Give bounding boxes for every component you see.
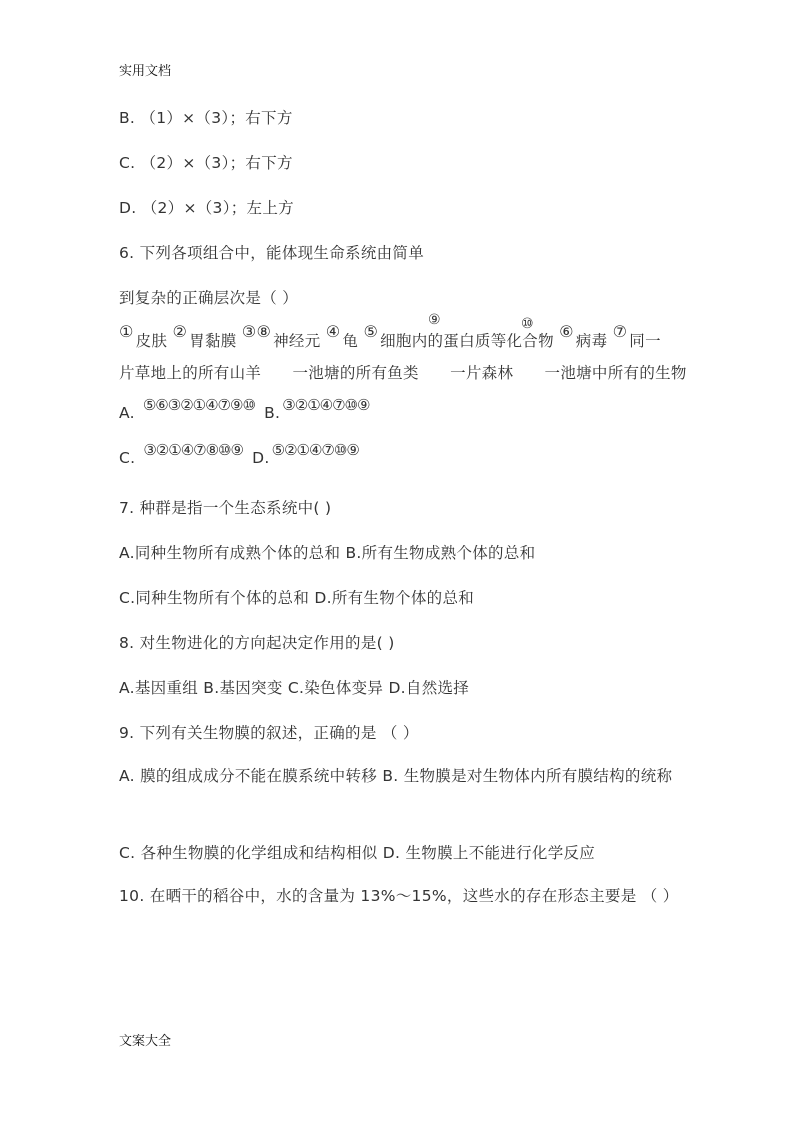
q6-option-row-2	[119, 441, 359, 467]
q6-item-number: ⑨	[428, 312, 441, 328]
q6-item-number: ⑤	[363, 322, 379, 341]
q9-options-line-1: A. 膜的组成成分不能在膜系统中转移 B. 生物膜是对生物体内所有膜结构的统称	[119, 767, 673, 785]
q10-stem: 10. 在晒干的稻谷中，水的含量为 13%～15%，这些水的存在形态主要是 （ ）	[119, 887, 679, 905]
q6-item-text: 一池塘中所有的生物	[544, 364, 687, 382]
q6-item-number: ①	[119, 322, 134, 341]
q6-item-number: ⑥	[559, 322, 574, 341]
q6-item	[119, 322, 168, 350]
q6-option-d-label: D.	[252, 449, 270, 467]
q6-option-a-sequence: ⑤⑥③②①④⑦⑨⑩	[142, 396, 255, 414]
q6-item-text: 细胞内的蛋白质等化合物	[380, 332, 554, 350]
q6-item-text: 一片森林	[450, 364, 514, 382]
q6-option-d-sequence: ⑤②①④⑦⑩⑨	[271, 441, 359, 459]
q5-option-d: D. （2）×（3）；左上方	[119, 199, 294, 217]
page-header: 实用文档	[119, 64, 172, 79]
q6-item-text: 同一	[629, 332, 661, 350]
q7-stem: 7. 种群是指一个生态系统中( )	[119, 499, 332, 517]
q6-option-row-1	[119, 396, 370, 422]
q5-option-b: B. （1）×（3）；右下方	[119, 109, 293, 127]
q8-stem: 8. 对生物进化的方向起决定作用的是( )	[119, 634, 395, 652]
q6-item-text: 病毒	[575, 332, 608, 350]
q6-item-number: ②	[172, 322, 188, 341]
q6-item	[559, 322, 608, 350]
q6-item-number: ⑩	[521, 316, 534, 332]
q6-stem-line-1: 6. 下列各项组合中，能体现生命系统由简单	[119, 244, 425, 262]
q5-option-c: C. （2）×（3）；右下方	[119, 154, 293, 172]
q7-options-line-1: A.同种生物所有成熟个体的总和 B.所有生物成熟个体的总和	[119, 544, 536, 562]
q8-options: A.基因重组 B.基因突变 C.染色体变异 D.自然选择	[119, 679, 470, 697]
page-footer: 文案大全	[119, 1034, 172, 1049]
q6-item-text: 皮肤	[135, 332, 168, 350]
q6-item-text: 胃黏膜	[189, 332, 237, 350]
q6-item-list-line-2	[119, 361, 687, 383]
q7-options-line-2: C.同种生物所有个体的总和 D.所有生物个体的总和	[119, 589, 475, 607]
q6-option-a-label: A.	[119, 404, 135, 422]
q6-item-text: 片草地上的所有山羊	[119, 364, 262, 382]
q6-item-text: 一池塘的所有鱼类	[292, 364, 419, 382]
q6-item-number: ③⑧	[241, 322, 272, 341]
q6-option-b-label: B.	[264, 404, 281, 422]
q6-item-number: ④	[325, 322, 341, 341]
q6-item	[325, 322, 359, 350]
q6-item	[612, 322, 661, 350]
q6-stem-line-2: 到复杂的正确层次是（ ）	[119, 289, 299, 307]
q6-item-number: ⑦	[612, 322, 628, 341]
q9-options-line-2: C. 各种生物膜的化学组成和结构相似 D. 生物膜上不能进行化学反应	[119, 844, 596, 862]
q6-option-b-sequence: ③②①④⑦⑩⑨	[282, 396, 370, 414]
q6-item-text: 龟	[342, 332, 359, 350]
q9-stem: 9. 下列有关生物膜的叙述，正确的是 （ ）	[119, 724, 419, 742]
q6-item	[241, 322, 321, 350]
q6-option-c-label: C.	[119, 449, 136, 467]
q6-item	[172, 322, 237, 350]
q6-item-text: 神经元	[273, 332, 321, 350]
q6-option-c-sequence: ③②①④⑦⑧⑩⑨	[143, 441, 243, 459]
